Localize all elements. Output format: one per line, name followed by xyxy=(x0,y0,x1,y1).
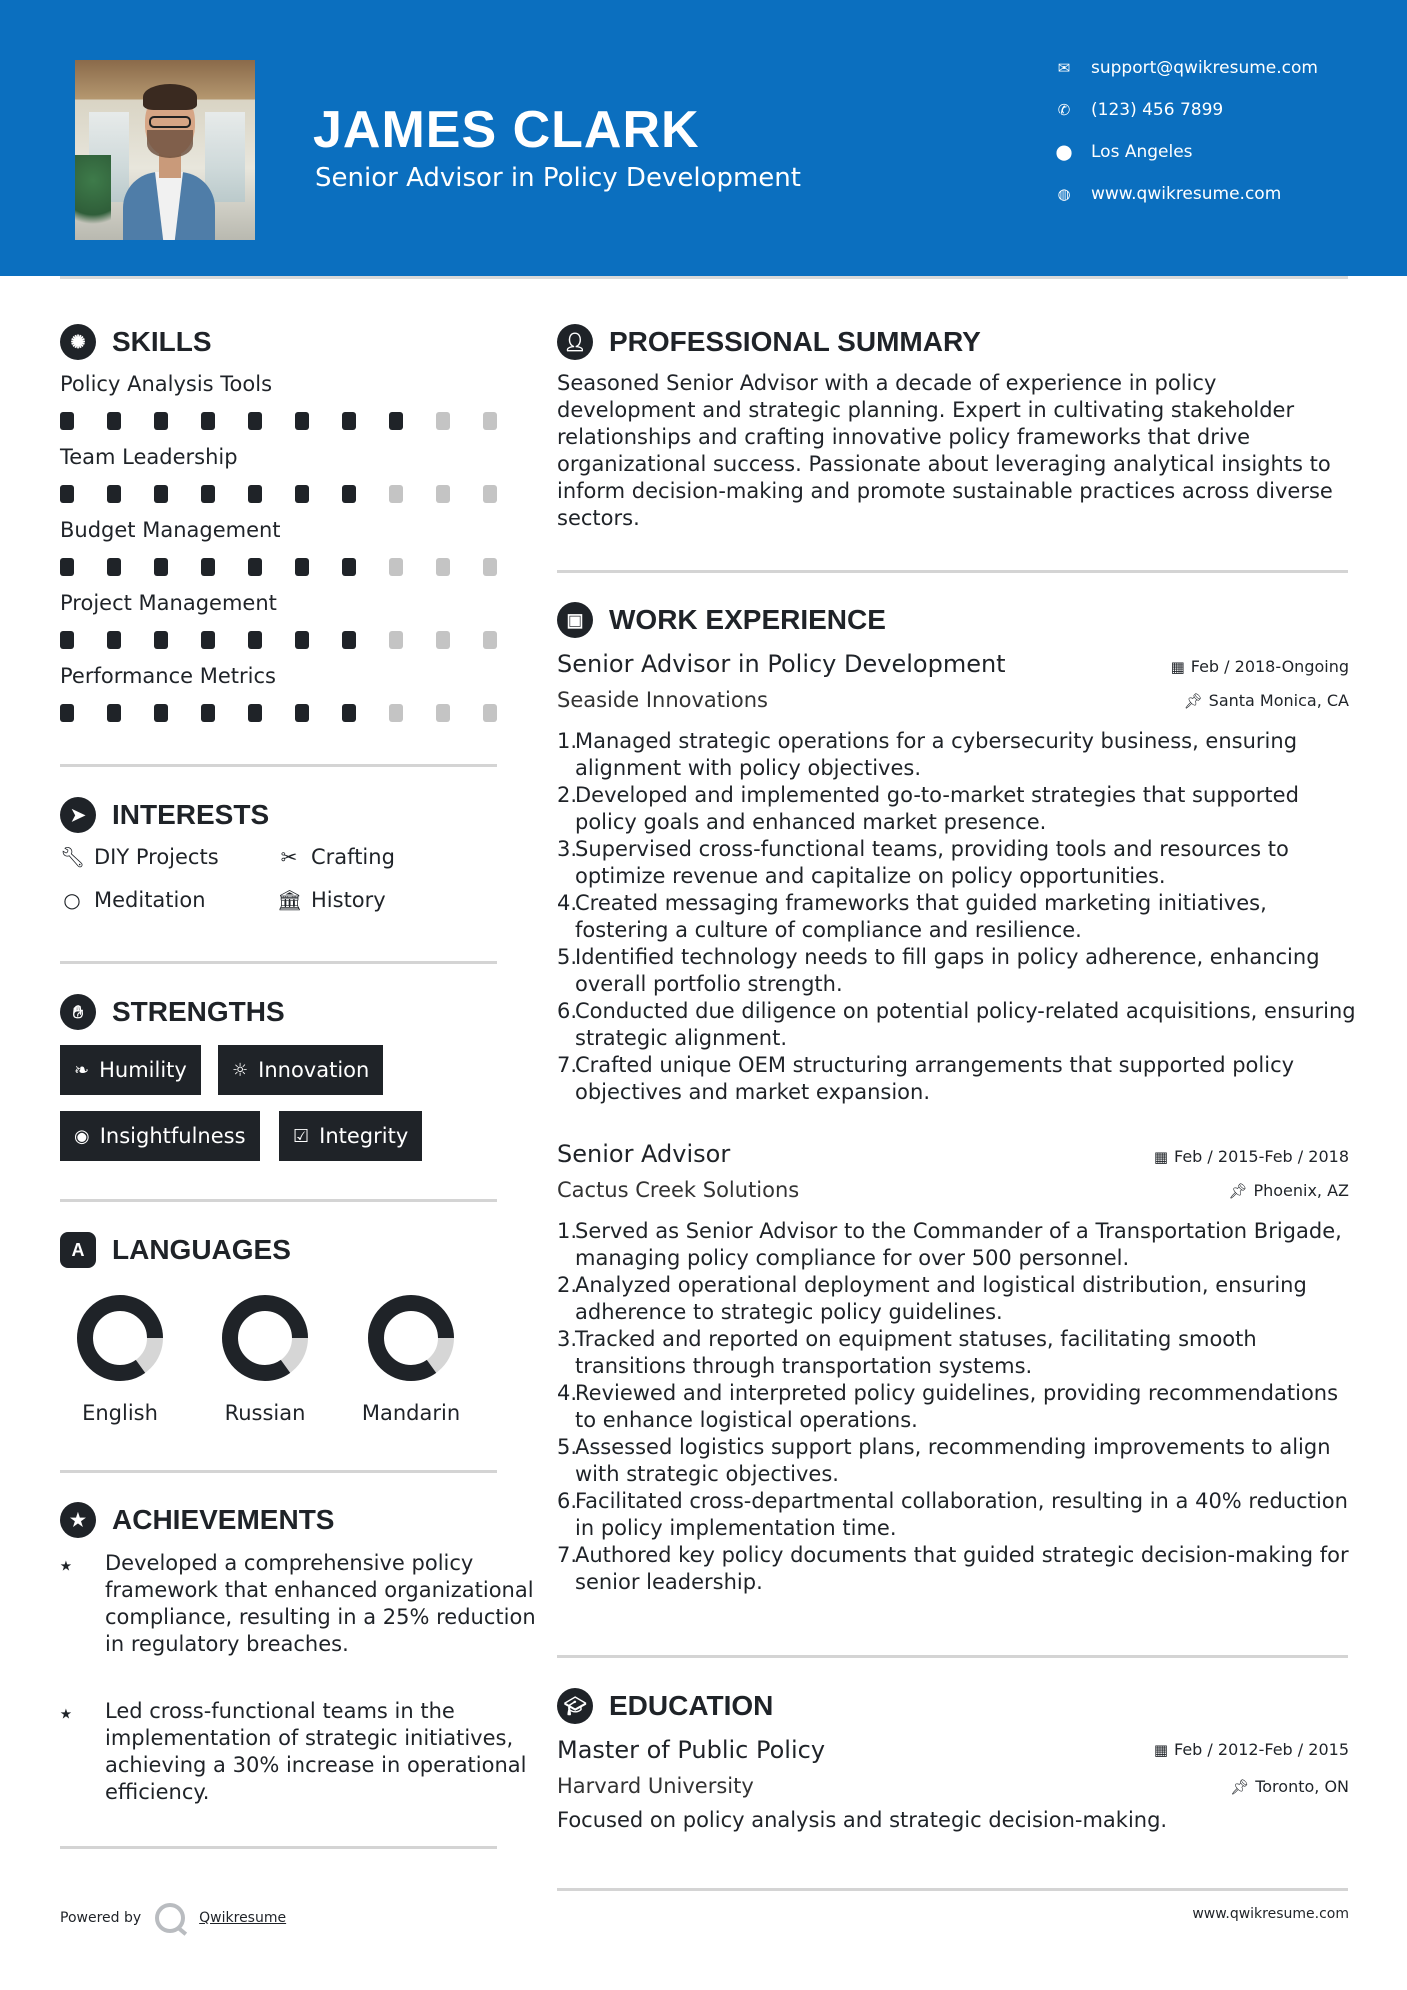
list-item xyxy=(557,782,1357,836)
list-text: Managed strategic operations for a cybersecurity business, ensuring alignment with policy objectives. xyxy=(575,729,1298,780)
skill-dot-filled xyxy=(342,631,356,649)
wrench-icon: 🔧︎ xyxy=(60,845,86,869)
skill-dot-filled xyxy=(389,412,403,430)
list-number: 1. xyxy=(557,729,578,753)
list-item xyxy=(557,1434,1357,1488)
achievements-heading-text: ACHIEVEMENTS xyxy=(112,1504,335,1535)
section-divider xyxy=(60,1846,497,1849)
interest-label: DIY Projects xyxy=(94,845,219,869)
skill-dot-filled xyxy=(154,631,168,649)
skill-dot-filled xyxy=(60,412,74,430)
job-company: Seaside Innovations xyxy=(557,688,768,712)
skill-dot-filled xyxy=(201,558,215,576)
list-item xyxy=(557,728,1357,782)
list-number: 2. xyxy=(557,783,578,807)
contact-email[interactable] xyxy=(1055,58,1395,78)
strength-tag xyxy=(279,1111,422,1161)
strength-label: Innovation xyxy=(258,1058,370,1082)
skill-item xyxy=(60,372,500,396)
skill-dot-filled xyxy=(60,631,74,649)
skill-dot-filled xyxy=(295,704,309,722)
skill-dot-filled xyxy=(201,631,215,649)
skill-name: Policy Analysis Tools xyxy=(60,372,273,396)
list-item xyxy=(557,1218,1357,1272)
skill-rating xyxy=(60,412,500,432)
circle-icon: ○ xyxy=(63,888,81,912)
language-donut xyxy=(220,1293,310,1383)
contact-website-text: www.qwikresume.com xyxy=(1091,184,1282,204)
skill-dot-empty xyxy=(436,631,450,649)
skill-item xyxy=(60,591,500,615)
skill-dot-filled xyxy=(248,558,262,576)
map-marker-icon: ⬤ xyxy=(1055,143,1073,161)
interest-label: Crafting xyxy=(311,845,395,869)
skill-dot-filled xyxy=(154,485,168,503)
resume-header xyxy=(0,0,1407,276)
job-location xyxy=(1228,1181,1349,1200)
star-icon: ⭑ xyxy=(60,1701,72,1726)
language-item xyxy=(200,1293,330,1425)
skill-dot-empty xyxy=(483,485,497,503)
skill-dot-filled xyxy=(248,485,262,503)
interest-label: Meditation xyxy=(94,888,206,912)
list-number: 4. xyxy=(557,891,578,915)
list-item xyxy=(557,1380,1357,1434)
section-divider xyxy=(557,1888,1348,1891)
skill-dot-empty xyxy=(389,704,403,722)
skill-item xyxy=(60,518,500,542)
qwikresume-link[interactable]: Qwikresume xyxy=(199,1910,287,1926)
skills-heading-text: SKILLS xyxy=(112,326,212,357)
contact-location-text: Los Angeles xyxy=(1091,142,1193,162)
skill-rating xyxy=(60,631,500,651)
job-location-text: Phoenix, AZ xyxy=(1253,1181,1349,1200)
language-name: Mandarin xyxy=(361,1401,461,1425)
skills-heading xyxy=(60,324,212,360)
skill-dot-empty xyxy=(389,558,403,576)
check-square-icon: ☑ xyxy=(293,1125,310,1147)
skill-item xyxy=(60,664,500,688)
calendar-icon: ▦ xyxy=(1170,657,1185,676)
contact-website[interactable] xyxy=(1055,184,1395,204)
job-location xyxy=(1184,691,1349,710)
list-number: 5. xyxy=(557,945,578,969)
skill-dot-filled xyxy=(295,558,309,576)
list-number: 4. xyxy=(557,1381,578,1405)
section-divider xyxy=(557,570,1348,573)
education-dates-text: Feb / 2012-Feb / 2015 xyxy=(1174,1740,1349,1759)
job-dates-text: Feb / 2018-Ongoing xyxy=(1190,657,1349,676)
language-donut xyxy=(366,1293,456,1383)
list-text: Facilitated cross-departmental collaboration, resulting in a 40% reduction in policy implementation time. xyxy=(575,1489,1348,1540)
skill-dot-filled xyxy=(154,558,168,576)
list-text: Supervised cross-functional teams, providing tools and resources to optimize revenue and capitalize on policy opportunities. xyxy=(575,837,1289,888)
list-number: 6. xyxy=(557,1489,578,1513)
skill-dot-filled xyxy=(295,631,309,649)
skill-dot-filled xyxy=(295,485,309,503)
skill-dot-filled xyxy=(60,485,74,503)
education-degree: Master of Public Policy xyxy=(557,1736,826,1764)
list-number: 5. xyxy=(557,1435,578,1459)
list-text: Assessed logistics support plans, recommending improvements to align with strategic objectives. xyxy=(575,1435,1331,1486)
job-bullets xyxy=(557,728,1357,1106)
job-dates-text: Feb / 2015-Feb / 2018 xyxy=(1174,1147,1349,1166)
skill-dot-empty xyxy=(436,412,450,430)
skill-name: Budget Management xyxy=(60,518,281,542)
skill-rating xyxy=(60,558,500,578)
skill-dot-filled xyxy=(154,412,168,430)
achievement-text: Developed a comprehensive policy framework that enhanced organizational compliance, resulting in a 25% reduction in regulatory breaches. xyxy=(105,1551,536,1656)
skill-dot-filled xyxy=(154,704,168,722)
education-school: Harvard University xyxy=(557,1774,754,1798)
contact-location xyxy=(1055,142,1395,162)
candidate-name: JAMES CLARK xyxy=(313,101,700,159)
skill-dot-empty xyxy=(483,704,497,722)
lightbulb-icon: ✺ xyxy=(60,324,96,360)
list-item xyxy=(557,998,1357,1052)
contact-phone[interactable] xyxy=(1055,100,1395,120)
list-text: Analyzed operational deployment and logistical distribution, ensuring adherence to strategic policy guidelines. xyxy=(575,1273,1307,1324)
pushpin-icon: 📌︎ xyxy=(1183,691,1203,710)
skill-dot-filled xyxy=(248,704,262,722)
skill-dot-filled xyxy=(342,558,356,576)
skill-dot-filled xyxy=(60,704,74,722)
language-icon: A xyxy=(60,1232,96,1268)
strength-label: Insightfulness xyxy=(99,1124,246,1148)
skill-dot-empty xyxy=(389,485,403,503)
powered-by xyxy=(60,1903,286,1933)
strength-tag xyxy=(60,1045,201,1095)
list-item xyxy=(557,1052,1357,1106)
powered-by-text: Powered by xyxy=(60,1910,142,1926)
skill-dot-empty xyxy=(436,485,450,503)
language-item xyxy=(55,1293,185,1425)
strength-label: Humility xyxy=(99,1058,187,1082)
footer-url[interactable]: www.qwikresume.com xyxy=(1192,1906,1349,1922)
skill-dot-empty xyxy=(389,631,403,649)
strengths-heading xyxy=(60,994,285,1030)
language-donut xyxy=(75,1293,165,1383)
skill-dot-filled xyxy=(248,631,262,649)
museum-icon: 🏛︎ xyxy=(277,888,303,912)
summary-heading-text: PROFESSIONAL SUMMARY xyxy=(609,326,981,357)
skill-name: Project Management xyxy=(60,591,277,615)
skill-dot-empty xyxy=(436,704,450,722)
qwikresume-logo-icon xyxy=(155,1903,185,1933)
list-item xyxy=(557,1542,1357,1596)
list-number: 1. xyxy=(557,1219,578,1243)
skill-dot-empty xyxy=(483,412,497,430)
list-text: Reviewed and interpreted policy guidelines, providing recommendations to enhance logistical operations. xyxy=(575,1381,1339,1432)
skill-dot-empty xyxy=(483,558,497,576)
section-divider xyxy=(60,961,497,964)
list-item xyxy=(557,944,1357,998)
skill-dot-filled xyxy=(295,412,309,430)
list-text: Tracked and reported on equipment statuses, facilitating smooth transitions through transportation systems. xyxy=(575,1327,1257,1378)
list-text: Authored key policy documents that guided strategic decision-making for senior leadership. xyxy=(575,1543,1349,1594)
strengths-heading-text: STRENGTHS xyxy=(112,996,285,1027)
list-text: Conducted due diligence on potential policy-related acquisitions, ensuring strategic alignment. xyxy=(575,999,1356,1050)
education-description: Focused on policy analysis and strategic decision-making. xyxy=(557,1808,1168,1832)
job-dates xyxy=(1171,657,1349,676)
skill-rating xyxy=(60,485,500,505)
section-divider xyxy=(60,1470,497,1473)
skill-dot-filled xyxy=(342,412,356,430)
list-text: Created messaging frameworks that guided marketing initiatives, fostering a culture of compliance and resilience. xyxy=(575,891,1267,942)
list-item xyxy=(557,1488,1357,1542)
education-heading-text: EDUCATION xyxy=(609,1690,774,1721)
candidate-title: Senior Advisor in Policy Development xyxy=(315,163,801,193)
education-dates xyxy=(1154,1740,1349,1759)
list-text: Crafted unique OEM structuring arrangements that supported policy objectives and market expansion. xyxy=(575,1053,1295,1104)
skill-dot-filled xyxy=(60,558,74,576)
list-item xyxy=(557,1326,1357,1380)
achievements-heading xyxy=(60,1502,334,1538)
list-number: 7. xyxy=(557,1543,578,1567)
summary-text: Seasoned Senior Advisor with a decade of experience in policy development and strategic planning. Expert in cultivating stakeholder relationships and crafting innovative policy frameworks that drive organizational success. Passionate about leveraging analytical insights to inform decision-making and promote sustainable practices across diverse sectors. xyxy=(557,371,1333,530)
skill-dot-filled xyxy=(107,704,121,722)
skill-dot-empty xyxy=(483,631,497,649)
list-number: 3. xyxy=(557,1327,578,1351)
languages-heading-text: LANGUAGES xyxy=(112,1234,291,1265)
contact-phone-text: (123) 456 7899 xyxy=(1091,100,1224,120)
globe-icon: ◍ xyxy=(1057,185,1071,203)
skill-item xyxy=(60,445,500,469)
skill-name: Team Leadership xyxy=(60,445,238,469)
envelope-icon: ✉ xyxy=(1057,59,1071,77)
section-divider xyxy=(60,764,497,767)
hand-icon: ✋︎ xyxy=(60,994,96,1030)
star-icon: ⭑ xyxy=(60,1553,72,1578)
skill-dot-filled xyxy=(342,704,356,722)
eye-icon: ◉ xyxy=(74,1125,90,1147)
achievement-text: Led cross-functional teams in the implementation of strategic initiatives, achieving a 30% increase in operational efficiency. xyxy=(105,1699,527,1804)
briefcase-icon: ▣ xyxy=(557,602,593,638)
list-text: Served as Senior Advisor to the Commander of a Transportation Brigade, managing policy compliance for over 500 personnel. xyxy=(575,1219,1342,1270)
lightbulb-icon: ☼ xyxy=(232,1059,249,1081)
calendar-icon: ▦ xyxy=(1153,1147,1168,1166)
job-dates xyxy=(1154,1147,1349,1166)
list-number: 6. xyxy=(557,999,578,1023)
list-number: 2. xyxy=(557,1273,578,1297)
skill-dot-filled xyxy=(248,412,262,430)
header-divider xyxy=(60,276,1348,279)
list-number: 3. xyxy=(557,837,578,861)
list-text: Developed and implemented go-to-market strategies that supported policy goals and enhanced market presence. xyxy=(575,783,1299,834)
languages-heading xyxy=(60,1232,291,1268)
job-company: Cactus Creek Solutions xyxy=(557,1178,800,1202)
skill-dot-filled xyxy=(342,485,356,503)
job-title: Senior Advisor xyxy=(557,1140,731,1168)
pushpin-icon: 📌︎ xyxy=(1228,1181,1248,1200)
skill-dot-filled xyxy=(201,704,215,722)
phone-icon: ✆ xyxy=(1057,101,1071,119)
strength-tag xyxy=(218,1045,383,1095)
interests-heading xyxy=(60,797,269,833)
contact-email-text: support@qwikresume.com xyxy=(1091,58,1318,78)
list-item xyxy=(557,836,1357,890)
skill-rating xyxy=(60,704,500,724)
star-badge-icon: ★ xyxy=(60,1502,96,1538)
job-title: Senior Advisor in Policy Development xyxy=(557,650,1006,678)
strength-tag xyxy=(60,1111,260,1161)
job-location-text: Santa Monica, CA xyxy=(1208,691,1349,710)
experience-heading-text: WORK EXPERIENCE xyxy=(609,604,886,635)
skill-dot-filled xyxy=(107,558,121,576)
skill-dot-empty xyxy=(436,558,450,576)
list-item xyxy=(557,1272,1357,1326)
education-location xyxy=(1230,1777,1349,1796)
pushpin-icon: 📌︎ xyxy=(1230,1777,1250,1796)
skill-name: Performance Metrics xyxy=(60,664,276,688)
language-name: English xyxy=(82,1401,158,1425)
summary-heading xyxy=(557,324,981,360)
skill-dot-filled xyxy=(201,485,215,503)
skill-dot-filled xyxy=(107,631,121,649)
experience-heading xyxy=(557,602,886,638)
section-divider xyxy=(557,1655,1348,1658)
skill-dot-filled xyxy=(107,485,121,503)
section-divider xyxy=(60,1199,497,1202)
interest-item xyxy=(277,845,395,869)
education-heading xyxy=(557,1688,773,1724)
skill-dot-filled xyxy=(107,412,121,430)
interest-label: History xyxy=(311,888,386,912)
paper-plane-icon: ➤ xyxy=(60,797,96,833)
interests-heading-text: INTERESTS xyxy=(112,799,270,830)
list-text: Identified technology needs to fill gaps in policy adherence, enhancing overall portfolio strength. xyxy=(575,945,1320,996)
list-number: 7. xyxy=(557,1053,578,1077)
skill-dot-filled xyxy=(201,412,215,430)
list-item xyxy=(557,890,1357,944)
profile-photo xyxy=(75,60,255,240)
strength-label: Integrity xyxy=(319,1124,409,1148)
interest-item xyxy=(277,888,386,912)
calendar-icon: ▦ xyxy=(1153,1740,1168,1759)
interest-item xyxy=(60,888,206,912)
interest-item xyxy=(60,845,219,869)
language-item xyxy=(346,1293,476,1425)
scissors-icon: ✂ xyxy=(280,845,298,869)
job-bullets xyxy=(557,1218,1357,1596)
language-name: Russian xyxy=(224,1401,306,1425)
leaf-icon: ❧ xyxy=(74,1059,90,1081)
user-icon: 👤︎ xyxy=(557,324,593,360)
education-location-text: Toronto, ON xyxy=(1255,1777,1349,1796)
graduation-cap-icon: 🎓︎ xyxy=(557,1688,593,1724)
